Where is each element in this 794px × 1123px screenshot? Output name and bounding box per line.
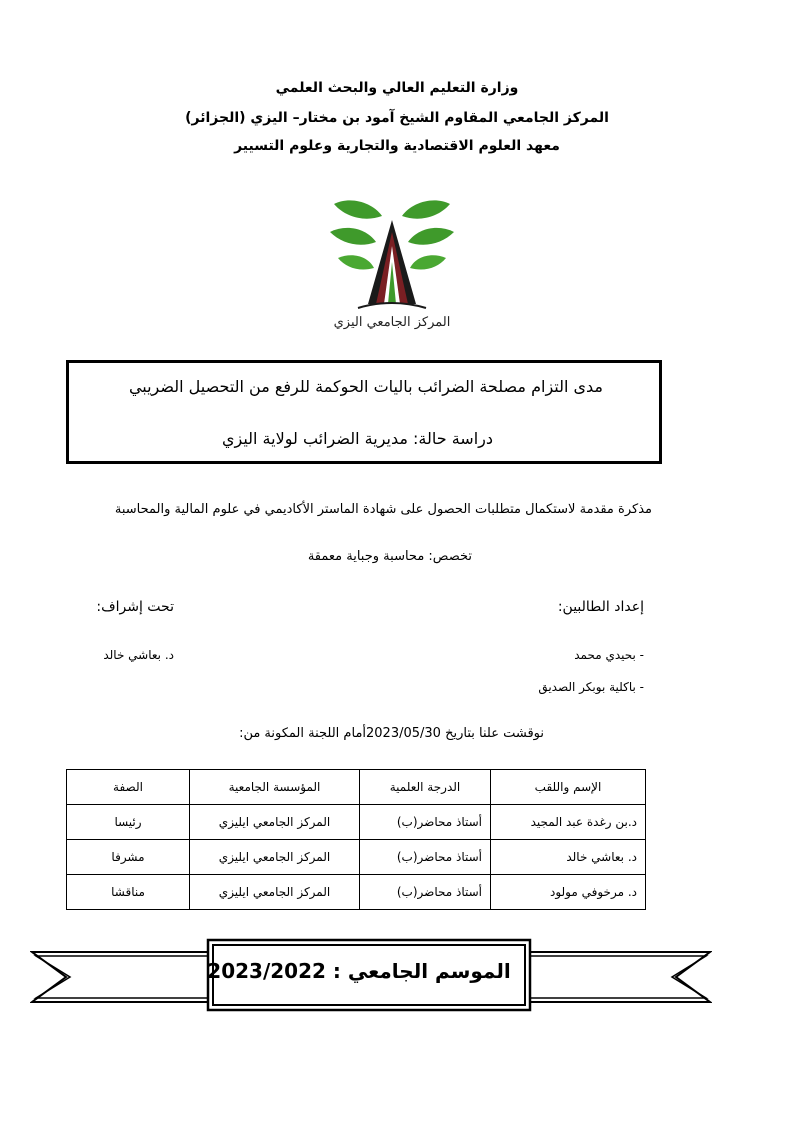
student-name: - باكلية بوبكر الصديق [538, 680, 644, 694]
ministry-title: وزارة التعليم العالي والبحث العلمي [275, 80, 519, 96]
table-cell: أستاذ محاضر(ب) [360, 805, 491, 840]
table-cell: د.بن رغدة عبد المجيد [491, 805, 646, 840]
column-header: الإسم واللقب [491, 770, 646, 805]
table-cell: رئيسا [67, 805, 190, 840]
table-cell: المركز الجامعي ايليزي [190, 875, 360, 910]
defense-statement: نوقشت علنا بتاريخ 2023/05/30أمام اللجنة المكونة من: [239, 726, 544, 741]
column-header: الصفة [67, 770, 190, 805]
case-study-title: دراسة حالة: مديرية الضرائب لولاية اليزي [221, 429, 493, 448]
table-cell: أستاذ محاضر(ب) [360, 875, 491, 910]
table-row [67, 875, 646, 910]
supervisor-label: تحت إشراف: [96, 599, 174, 615]
table-cell: مناقشا [67, 875, 190, 910]
svg-text:المركز الجامعي اليزي: المركز الجامعي اليزي [333, 315, 451, 330]
academic-season: الموسم الجامعي : 2023/2022 [207, 959, 511, 983]
table-cell: مشرفا [67, 840, 190, 875]
specialty: تخصص: محاسبة وجباية معمقة [307, 549, 472, 564]
supervisor-name: د. بعاشي خالد [103, 648, 174, 662]
table-row [67, 805, 646, 840]
column-header: الدرجة العلمية [360, 770, 491, 805]
thesis-title: مدى التزام مصلحة الضرائب باليات الحوكمة للرفع من التحصيل الضريبي [128, 377, 603, 396]
students-label: إعداد الطالبين: [557, 599, 644, 615]
committee-table [66, 769, 646, 910]
institute-name: معهد العلوم الاقتصادية والتجارية وعلوم التسيير [234, 138, 560, 154]
table-cell: أستاذ محاضر(ب) [360, 840, 491, 875]
university-name: المركز الجامعي المقاوم الشيخ آمود بن مختار– اليزي (الجزائر) [185, 110, 609, 126]
table-cell: د. مرخوفي مولود [491, 875, 646, 910]
table-cell: المركز الجامعي ايليزي [190, 805, 360, 840]
student-name: - بحيدي محمد [574, 648, 644, 662]
table-row [67, 840, 646, 875]
table-cell: المركز الجامعي ايليزي [190, 840, 360, 875]
table-header-row [67, 770, 646, 805]
thesis-description: مذكرة مقدمة لاستكمال متطلبات الحصول على شهادة الماستر الأكاديمي في علوم المالية والمحاسبة [114, 502, 652, 517]
column-header: المؤسسة الجامعية [190, 770, 360, 805]
thesis-title-box [66, 360, 662, 464]
table-cell: د. بعاشي خالد [491, 840, 646, 875]
university-logo [328, 192, 456, 334]
